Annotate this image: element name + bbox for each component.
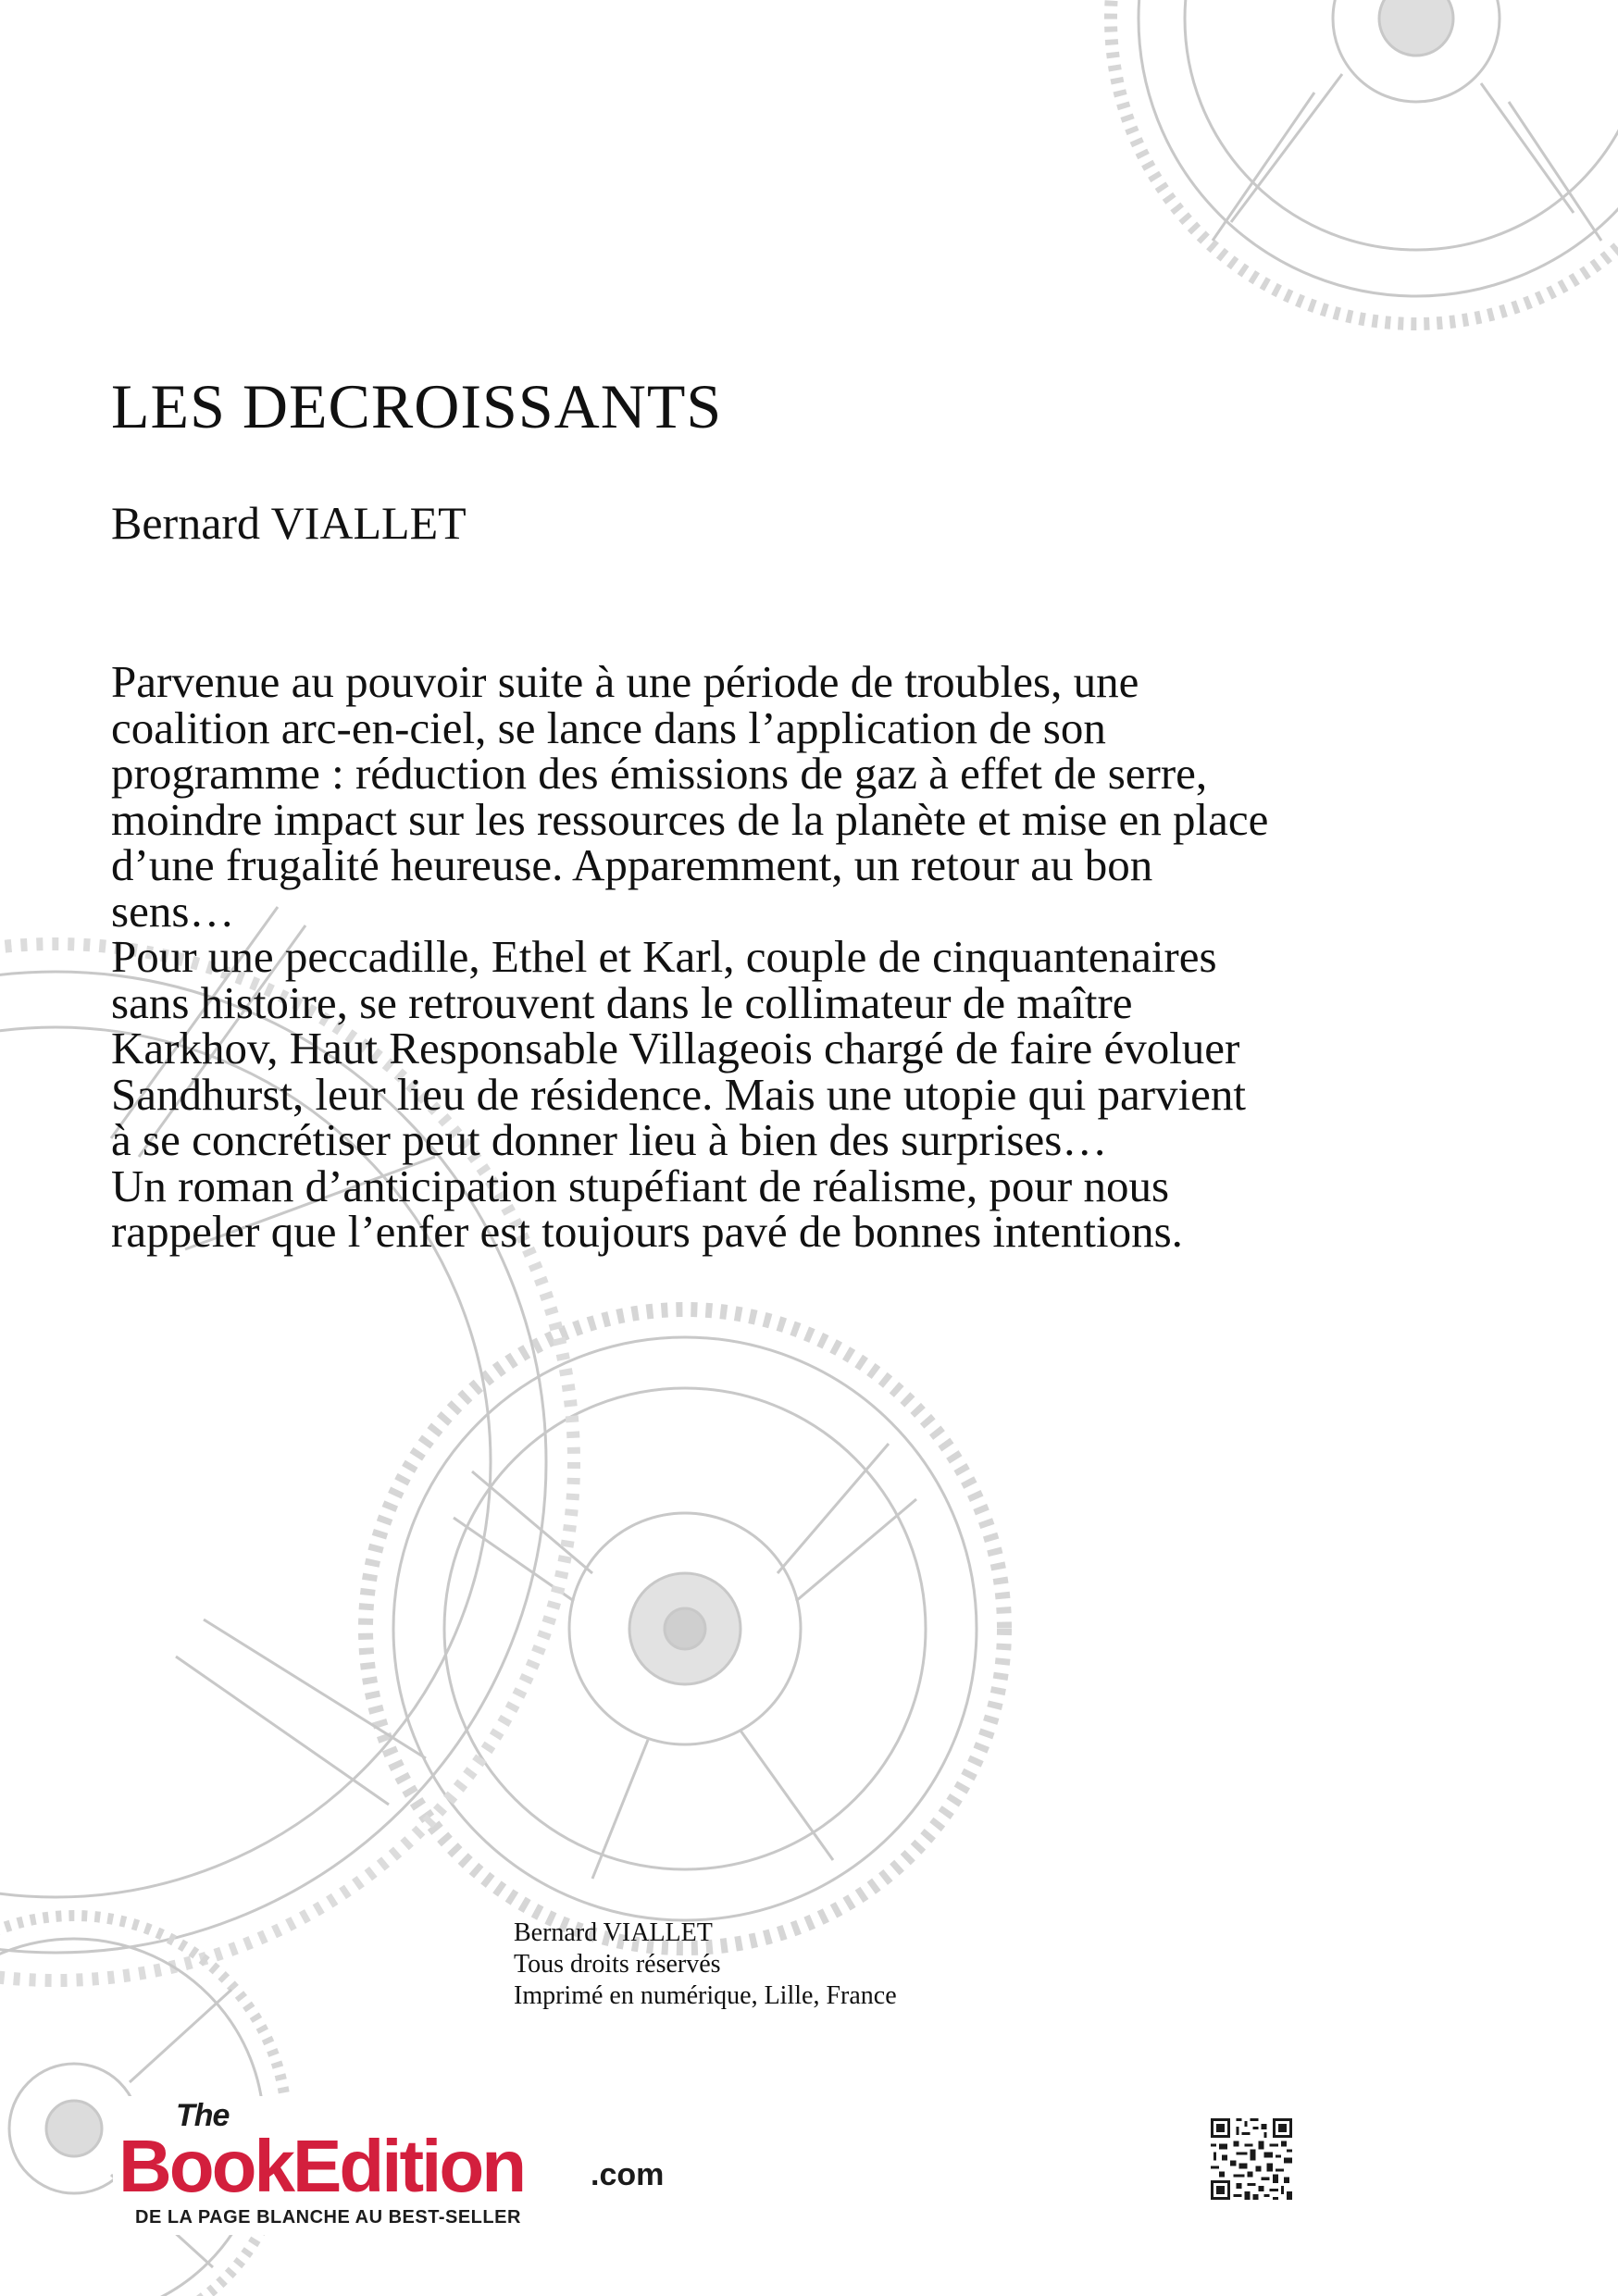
logo-the: The — [176, 2098, 230, 2133]
imprint-rights: Tous droits réservés — [514, 1950, 721, 1979]
back-cover-blurb — [111, 656, 1277, 1257]
imprint-block — [514, 1917, 897, 2012]
qr-code-icon — [1211, 2118, 1292, 2200]
book-author: Bernard VIALLET — [111, 497, 467, 549]
logo-tagline: DE LA PAGE BLANCHE AU BEST-SELLER — [135, 2207, 521, 2228]
logo-domain: .com — [591, 2157, 665, 2192]
publisher-logo — [113, 2096, 665, 2235]
gear-top-right-icon — [1111, 0, 1618, 324]
blurb-paragraph: Un roman d’anticipation stupéfiant de réalisme, pour nous rappeler que l’enfer est toujours pavé de bonnes intentions. — [111, 1160, 1183, 1257]
blurb-paragraph: Pour une peccadille, Ethel et Karl, couple de cinquantenaires sans histoire, se retrouvent dans le collimateur de maître Karkhov, Haut Responsable Villageois chargé de faire évoluer Sandhurst, leur lieu de résidence. Mais une utopie qui parvient à se concrétiser peut donner lieu à bien des surprises… — [111, 931, 1247, 1165]
gear-center-icon — [366, 1309, 1004, 1948]
imprint-printed: Imprimé en numérique, Lille, France — [514, 1981, 897, 2010]
blurb-paragraph: Parvenue au pouvoir suite à une période de troubles, une coalition arc-en-ciel, se lance dans l’application de son programme : réduction des émissions de gaz à effet de serre, moindre impact sur les ressources de la planète et mise en place d’une frugalité heureuse. Apparemment, un retour au bon sens… — [111, 656, 1269, 937]
book-title: LES DECROISSANTS — [111, 371, 723, 441]
imprint-author: Bernard VIALLET — [514, 1918, 713, 1947]
logo-name: BookEdition — [118, 2125, 525, 2207]
